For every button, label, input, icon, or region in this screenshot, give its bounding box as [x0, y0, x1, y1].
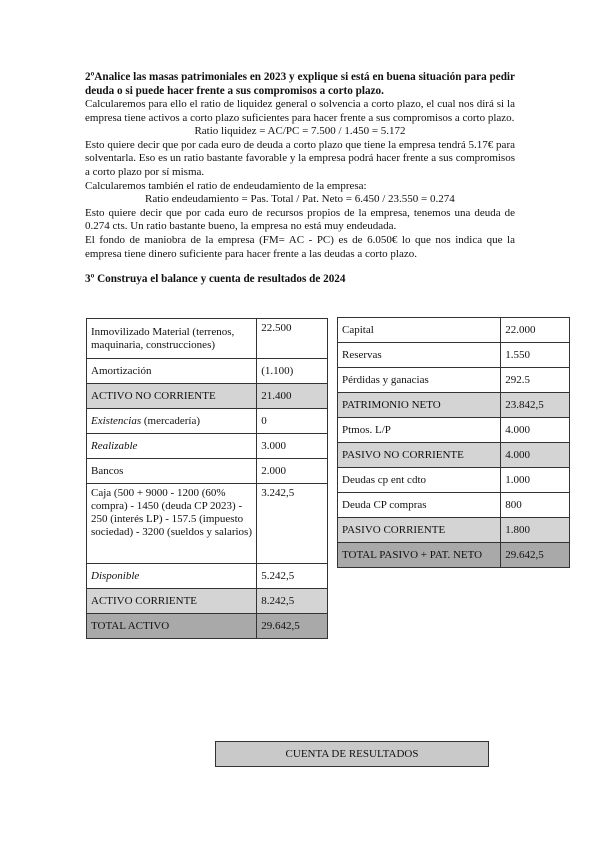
formula-debt: Ratio endeudamiento = Pas. Total / Pat. Neto = 6.450 / 23.550 = 0.274 — [145, 193, 455, 206]
balance-assets-table — [86, 318, 328, 639]
asset-label: ACTIVO NO CORRIENTE — [87, 384, 257, 409]
liability-label: Deudas cp ent cdto — [338, 468, 501, 493]
table-row — [87, 319, 328, 359]
liability-value: 800 — [501, 493, 570, 518]
liability-value: 1.800 — [501, 518, 570, 543]
table-row — [338, 468, 570, 493]
table-row — [87, 359, 328, 384]
asset-value: 8.242,5 — [257, 589, 328, 614]
asset-value: 22.500 — [257, 319, 328, 359]
paragraph-debt-intro: Calcularemos también el ratio de endeudamiento de la empresa: — [85, 179, 367, 192]
asset-value: 0 — [257, 409, 328, 434]
liability-value: 29.642,5 — [501, 543, 570, 568]
asset-value: (1.100) — [257, 359, 328, 384]
asset-label: Inmovilizado Material (terrenos, maquinaria, construcciones) — [87, 319, 257, 359]
liability-value: 4.000 — [501, 443, 570, 468]
table-row — [87, 614, 328, 639]
asset-value: 2.000 — [257, 459, 328, 484]
asset-label: Bancos — [87, 459, 257, 484]
asset-label — [87, 409, 257, 434]
asset-value: 29.642,5 — [257, 614, 328, 639]
liability-value: 4.000 — [501, 418, 570, 443]
table-row — [87, 564, 328, 589]
table-row — [338, 318, 570, 343]
paragraph-working-capital: El fondo de maniobra de la empresa (FM= AC - PC) es de 6.050€ lo que nos indica que la empresa tiene dinero suficiente para hacer frente a las deudas a corto plazo. — [85, 233, 515, 260]
liability-label: Ptmos. L/P — [338, 418, 501, 443]
liability-label: Reservas — [338, 343, 501, 368]
paragraph-liquidity-explanation: Esto quiere decir que por cada euro de deuda a corto plazo que tiene la empresa tendrá 5.17€ para solventarla. Eso es un ratio bastante favorable y la empresa podrá hacer frente a sus compromisos a corto plazo por sí misma. — [85, 138, 515, 178]
table-row — [338, 368, 570, 393]
table-row — [87, 384, 328, 409]
balance-liabilities-table — [337, 317, 570, 568]
asset-label: Caja (500 + 9000 - 1200 (60% compra) - 1450 (deuda CP 2023) - 250 (interés LP) - 157.5 (impuesto sociedad) - 3200 (sueldos y salarios) — [87, 484, 257, 564]
liability-label: PATRIMONIO NETO — [338, 393, 501, 418]
table-row — [338, 493, 570, 518]
liability-label: PASIVO NO CORRIENTE — [338, 443, 501, 468]
question-2-heading: 2ºAnalice las masas patrimoniales en 2023 y explique si está en buena situación para pedir deuda o si puede hacer frente a sus compromisos a corto plazo. — [85, 71, 515, 97]
asset-label: TOTAL ACTIVO — [87, 614, 257, 639]
asset-label: ACTIVO CORRIENTE — [87, 589, 257, 614]
table-row — [87, 434, 328, 459]
liability-value: 292.5 — [501, 368, 570, 393]
income-statement-title: CUENTA DE RESULTADOS — [215, 741, 489, 767]
asset-value: 5.242,5 — [257, 564, 328, 589]
liability-label: PASIVO CORRIENTE — [338, 518, 501, 543]
table-row — [87, 484, 328, 564]
asset-label-rest: (mercadería) — [141, 414, 201, 427]
liability-label: Pérdidas y ganacias — [338, 368, 501, 393]
asset-value: 3.242,5 — [257, 484, 328, 564]
document-body — [85, 70, 515, 285]
table-row — [338, 343, 570, 368]
question-3-heading: 3º Construya el balance y cuenta de resultados de 2024 — [85, 273, 346, 286]
table-row — [87, 589, 328, 614]
liability-value: 22.000 — [501, 318, 570, 343]
liability-value: 1.550 — [501, 343, 570, 368]
liability-label: TOTAL PASIVO + PAT. NETO — [338, 543, 501, 568]
asset-label: Realizable — [87, 434, 257, 459]
table-row — [338, 543, 570, 568]
liability-value: 1.000 — [501, 468, 570, 493]
table-row — [87, 409, 328, 434]
asset-label: Amortización — [87, 359, 257, 384]
table-row — [338, 443, 570, 468]
paragraph-liquidity-intro: Calcularemos para ello el ratio de liquidez general o solvencia a corto plazo, el cual nos dirá si la empresa tiene activos a corto plazo suficientes para hacer frente a sus compromisos a corto plazo. — [85, 98, 515, 124]
paragraph-debt-explanation: Esto quiere decir que por cada euro de recursos propios de la empresa, tenemos una deuda de 0.274 cts. Un ratio bastante bueno, la empresa no está muy endeudada. — [85, 206, 515, 233]
table-row — [338, 393, 570, 418]
asset-value: 3.000 — [257, 434, 328, 459]
asset-label-italic: Existencias — [91, 414, 142, 427]
liability-label: Capital — [338, 318, 501, 343]
liability-label: Deuda CP compras — [338, 493, 501, 518]
table-row — [338, 418, 570, 443]
table-row — [338, 518, 570, 543]
table-row — [87, 459, 328, 484]
liability-value: 23.842,5 — [501, 393, 570, 418]
asset-label: Disponible — [87, 564, 257, 589]
formula-liquidity: Ratio liquidez = AC/PC = 7.500 / 1.450 = 5.172 — [194, 125, 406, 138]
asset-value: 21.400 — [257, 384, 328, 409]
